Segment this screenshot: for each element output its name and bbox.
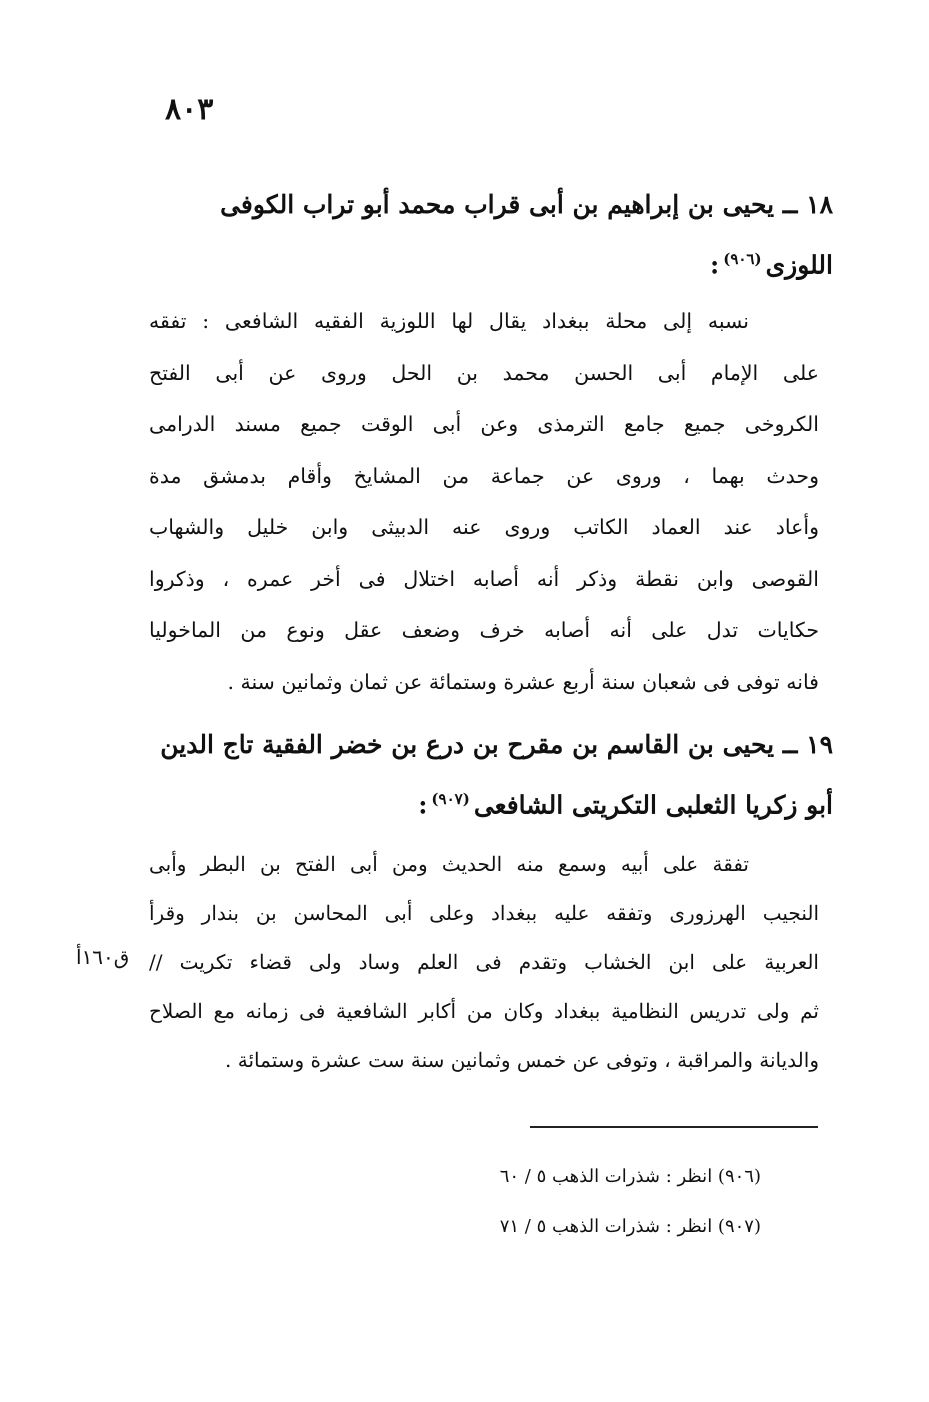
entry-heading-line	[153, 232, 833, 292]
entry-heading-line: ١٩ ــ يحيى بن القاسم بن مقرح بن درع بن خضر الفقية تاج الدين	[160, 730, 833, 759]
footnote-reference[interactable]: (٩٠٧)	[431, 790, 470, 808]
page-number: ٨٠٣	[165, 92, 214, 127]
footnotes	[341, 1152, 761, 1252]
body-line: وحدث بهما ، وروى عن جماعة من المشايخ وأقام بدمشق مدة	[149, 463, 819, 488]
entry-heading-line: ١٨ ــ يحيى بن إبراهيم بن أبى قراب محمد أبو تراب الكوفى	[220, 190, 833, 219]
heading-colon: :	[418, 790, 428, 820]
body-line: حكايات تدل على أنه أصابه خرف وضعف عقل ونوع من الماخوليا	[149, 618, 819, 642]
footnote-906: (٩٠٦) انظر : شذرات الذهب ٥ / ٦٠	[499, 1166, 761, 1187]
footnote-907: (٩٠٧) انظر : شذرات الذهب ٥ / ٧١	[499, 1216, 761, 1237]
entry-heading-name: اللوزى	[765, 250, 833, 280]
entry-heading-18	[153, 178, 833, 292]
entry-heading-line	[153, 772, 833, 832]
body-line: القوصى وابن نقطة وذكر أنه أصابه اختلال فى أخر عمره ، وذكروا	[149, 566, 819, 591]
footnote-reference[interactable]: (٩٠٦)	[723, 250, 762, 268]
body-line: تفقة على أبيه وسمع منه الحديث ومن أبى الفتح بن البطر وأبى	[149, 852, 749, 876]
body-line: فانه توفى فى شعبان سنة أربع عشرة وستمائة عن ثمان وثمانين سنة .	[227, 669, 819, 694]
heading-colon: :	[709, 250, 720, 280]
footnote-divider	[530, 1126, 818, 1128]
entry-heading-name: أبو زكريا الثعلبى التكريتى الشافعى	[473, 790, 833, 820]
body-line: العربية على ابن الخشاب وتقدم فى العلم وساد ولى قضاء تكريت //	[149, 950, 819, 974]
entry-body-18	[149, 296, 819, 708]
body-line: الكروخى جميع جامع الترمذى وعن أبى الوقت جميع مسند الدرامى	[149, 412, 819, 436]
body-line: نسبه إلى محلة ببغداد يقال لها اللوزية الفقيه الشافعى : تفقه	[149, 309, 749, 333]
entry-body-19	[149, 840, 819, 1085]
body-line: وأعاد عند العماد الكاتب وروى عنه الدبيثى وابن خليل والشهاب	[149, 515, 819, 539]
body-line: على الإمام أبى الحسن محمد بن الحل وروى عن أبى الفتح	[149, 360, 819, 385]
entry-heading-19	[153, 718, 833, 832]
body-line: النجيب الهرزورى وتفقه عليه ببغداد وعلى أبى المحاسن بن بندار وقرأ	[149, 901, 819, 925]
body-line: والديانة والمراقبة ، وتوفى عن خمس وثمانين سنة ست عشرة وستمائة .	[225, 1048, 819, 1072]
body-line: ثم ولى تدريس النظامية ببغداد وكان من أكابر الشافعية فى زمانه مع الصلاح	[149, 999, 819, 1023]
manuscript-folio-note: ق١٦٠أ	[76, 945, 130, 969]
